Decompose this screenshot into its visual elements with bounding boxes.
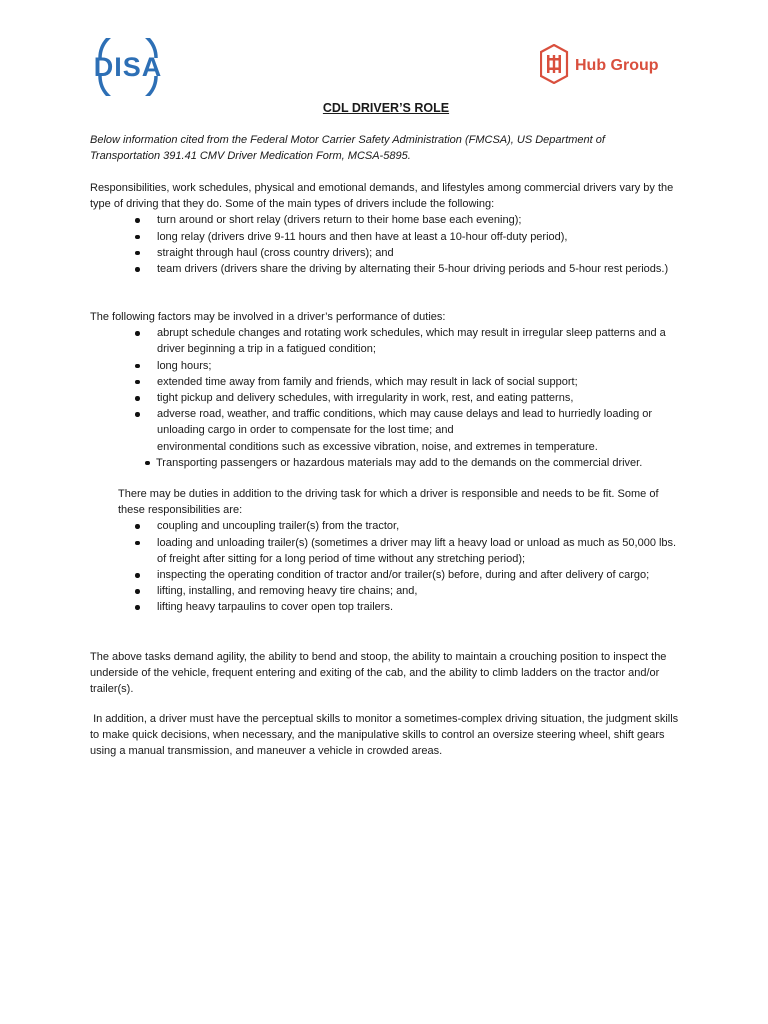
transport-line: Transporting passengers or hazardous materials may add to the demands on the commercial driver.: [90, 455, 682, 471]
disa-logo-text: DISA: [93, 52, 163, 82]
list-item: coupling and uncoupling trailer(s) from the tractor,: [118, 518, 682, 534]
list-item: tight pickup and delivery schedules, with irregularity in work, rest, and eating patterns,: [90, 390, 682, 406]
perceptual-skills-paragraph: In addition, a driver must have the perceptual skills to monitor a sometimes-complex driving situation, the judgment skills to make quick decisions, when necessary, and the manipulative skills to control an oversize steering wheel, shift gears using a manual transmission, and maneuver a vehicle in crowded areas.: [90, 713, 682, 758]
list-item: straight through haul (cross country drivers); and: [90, 245, 682, 261]
disa-logo: [88, 38, 168, 96]
intro-citation: Below information cited from the Federal Motor Carrier Safety Administration (FMCSA), US Department of Transportation 391.41 CMV Driver Medication Form, MCSA-5895.: [90, 134, 605, 163]
section-paragraph: There may be duties in addition to the driving task for which a driver is responsible and needs to be fit. Some of these responsibilities are:: [118, 488, 659, 517]
environment-line: environmental conditions such as excessive vibration, noise, and extremes in temperature.: [157, 440, 598, 453]
list-item: inspecting the operating condition of tractor and/or trailer(s) before, during and after delivery of cargo;: [118, 567, 682, 583]
list-item: lifting, installing, and removing heavy tire chains; and,: [118, 583, 682, 599]
list-item: turn around or short relay (drivers return to their home base each evening);: [90, 212, 682, 228]
list-item: loading and unloading trailer(s) (sometimes a driver may lift a heavy load or unload as much as 50,000 lbs. of freight after sitting for a long period of time without any stretching period);: [118, 535, 682, 567]
hub-group-logo: [540, 44, 675, 84]
list-item: extended time away from family and friends, which may result in lack of social support;: [90, 374, 682, 390]
performance-factors-section: [90, 309, 682, 471]
driver-types-section: [90, 180, 682, 277]
driver-types-list: [90, 212, 682, 277]
list-item: abrupt schedule changes and rotating work schedules, which may result in irregular sleep patterns and a driver beginning a trip in a fatigued condition;: [90, 325, 682, 357]
list-item: lifting heavy tarpaulins to cover open top trailers.: [118, 599, 682, 615]
list-item: long hours;: [90, 358, 682, 374]
hub-group-logo-text: Hub Group: [575, 57, 659, 74]
additional-duties-list: [118, 518, 682, 615]
list-item: long relay (drivers drive 9-11 hours and then have at least a 10-hour off-duty period),: [90, 229, 682, 245]
section-paragraph: The following factors may be involved in a driver’s performance of duties:: [90, 311, 446, 323]
list-item: adverse road, weather, and traffic conditions, which may cause delays and lead to hurriedly loading or unloading cargo in order to compensate for the lost time; and: [90, 406, 682, 438]
document-title: CDL DRIVER’S ROLE: [322, 101, 450, 115]
section-paragraph: Responsibilities, work schedules, physical and emotional demands, and lifestyles among commercial drivers vary by the type of driving that they do. Some of the main types of drivers include the following:: [90, 182, 674, 211]
performance-factors-list: [90, 325, 682, 438]
list-item: team drivers (drivers share the driving by alternating their 5-hour driving periods and 5-hour rest periods.): [90, 261, 682, 277]
agility-paragraph: The above tasks demand agility, the ability to bend and stoop, the ability to maintain a crouching position to inspect the underside of the vehicle, frequent entering and exiting of the cab, and the ability to climb ladders on the tractor and/or trailer(s).: [90, 651, 667, 696]
additional-duties-section: [118, 486, 682, 616]
